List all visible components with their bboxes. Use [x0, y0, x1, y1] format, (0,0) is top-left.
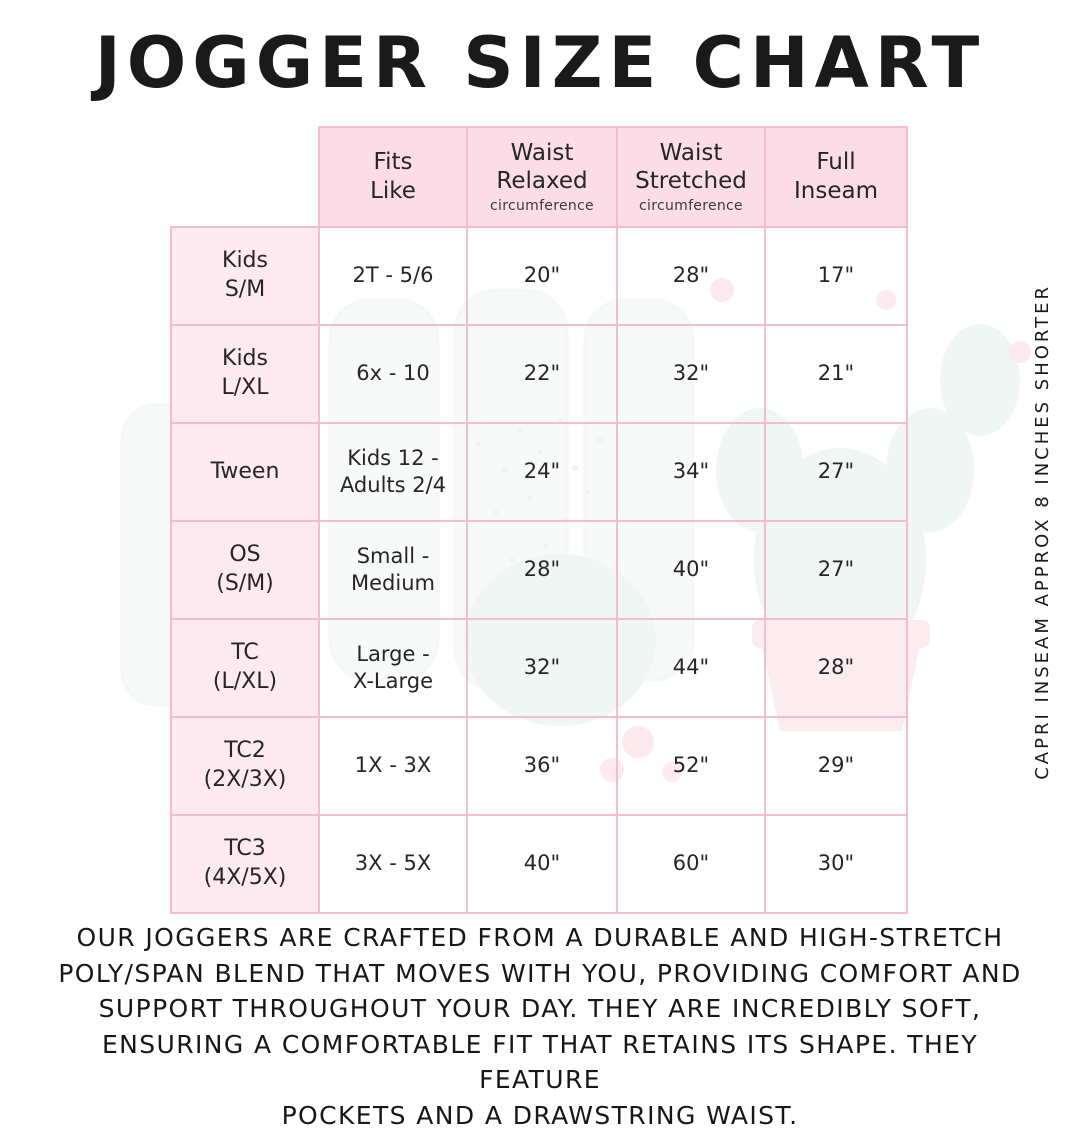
column-header-fits-like: [319, 127, 467, 227]
column-header-waist-stretched: [617, 127, 765, 227]
table-row: [171, 619, 907, 717]
cell-fits-like: [319, 619, 467, 717]
table-row: [171, 521, 907, 619]
size-line-2: S/M: [172, 276, 318, 305]
description-line: POLY/SPAN BLEND THAT MOVES WITH YOU, PROVIDING COMFORT AND: [40, 956, 1040, 992]
header-line-1: Waist: [511, 140, 574, 166]
size-line-1: Tween: [211, 459, 280, 484]
cell-fits-like: [319, 325, 467, 423]
cell-waist-relaxed: 28": [467, 521, 617, 619]
cell-fits-like: [319, 521, 467, 619]
capri-inseam-note: [1022, 252, 1062, 812]
table-row: [171, 815, 907, 913]
cell-fits-like: [319, 717, 467, 815]
table-body: [171, 227, 907, 913]
cell-fits-like: [319, 815, 467, 913]
description-line: ENSURING A COMFORTABLE FIT THAT RETAINS ITS SHAPE. THEY FEATURE: [40, 1027, 1040, 1098]
header-line-2: Inseam: [794, 178, 878, 204]
cell-full-inseam: 17": [765, 227, 907, 325]
cell-fits-like: [319, 423, 467, 521]
header-line-1: Full: [816, 149, 855, 175]
header-line-2: Stretched: [635, 168, 747, 194]
row-size-label: [171, 423, 319, 521]
cell-waist-relaxed: 20": [467, 227, 617, 325]
header-line-1: Waist: [660, 140, 723, 166]
size-line-2: (4X/5X): [172, 864, 318, 893]
row-size-label: [171, 717, 319, 815]
header-line-2: Like: [370, 178, 416, 204]
row-size-label: [171, 619, 319, 717]
cell-full-inseam: 21": [765, 325, 907, 423]
cell-full-inseam: 28": [765, 619, 907, 717]
cell-waist-relaxed: 22": [467, 325, 617, 423]
size-chart-table: [170, 126, 908, 914]
header-sub: circumference: [618, 198, 764, 216]
row-size-label: [171, 325, 319, 423]
size-line-1: TC: [231, 640, 259, 665]
cell-waist-stretched: 60": [617, 815, 765, 913]
cell-waist-relaxed: 36": [467, 717, 617, 815]
header-line-1: Fits: [374, 149, 413, 175]
fits-line-1: 3X - 5X: [355, 851, 431, 875]
row-size-label: [171, 521, 319, 619]
cell-full-inseam: 27": [765, 423, 907, 521]
cell-waist-stretched: 40": [617, 521, 765, 619]
header-line-2: Relaxed: [496, 168, 587, 194]
table-row: [171, 423, 907, 521]
cell-waist-stretched: 28": [617, 227, 765, 325]
size-line-1: TC2: [224, 738, 266, 763]
table-row: [171, 325, 907, 423]
size-line-2: L/XL: [172, 374, 318, 403]
size-line-2: (2X/3X): [172, 766, 318, 795]
product-description: [40, 920, 1040, 1133]
fits-line-1: 1X - 3X: [355, 753, 431, 777]
header-sub: circumference: [468, 198, 616, 216]
description-line: POCKETS AND A DRAWSTRING WAIST.: [40, 1098, 1040, 1133]
fits-line-2: X-Large: [320, 668, 466, 695]
table-row: [171, 717, 907, 815]
page-title: JOGGER SIZE CHART: [0, 22, 1080, 104]
capri-inseam-note-text: CAPRI INSEAM APPROX 8 INCHES SHORTER: [1032, 284, 1053, 780]
fits-line-2: Medium: [320, 570, 466, 597]
fits-line-2: Adults 2/4: [320, 472, 466, 499]
cell-full-inseam: 29": [765, 717, 907, 815]
cell-waist-stretched: 32": [617, 325, 765, 423]
column-header-waist-relaxed: [467, 127, 617, 227]
fits-line-1: Large -: [356, 642, 429, 666]
fits-line-1: 6x - 10: [356, 361, 429, 385]
cell-waist-stretched: 52": [617, 717, 765, 815]
description-line: SUPPORT THROUGHOUT YOUR DAY. THEY ARE INCREDIBLY SOFT,: [40, 991, 1040, 1027]
cell-waist-stretched: 44": [617, 619, 765, 717]
cell-waist-relaxed: 24": [467, 423, 617, 521]
row-size-label: [171, 227, 319, 325]
cell-fits-like: [319, 227, 467, 325]
table-header: [171, 127, 907, 227]
size-line-1: OS: [229, 542, 260, 567]
size-line-2: (L/XL): [172, 668, 318, 697]
fits-line-1: Small -: [357, 544, 430, 568]
cell-waist-stretched: 34": [617, 423, 765, 521]
size-chart-container: [170, 126, 908, 914]
cell-full-inseam: 30": [765, 815, 907, 913]
table-corner-cell: [171, 127, 319, 227]
row-size-label: [171, 815, 319, 913]
fits-line-1: 2T - 5/6: [353, 263, 434, 287]
cell-full-inseam: 27": [765, 521, 907, 619]
size-line-1: Kids: [222, 248, 268, 273]
size-line-1: Kids: [222, 346, 268, 371]
description-line: OUR JOGGERS ARE CRAFTED FROM A DURABLE AND HIGH-STRETCH: [40, 920, 1040, 956]
column-header-full-inseam: [765, 127, 907, 227]
size-line-1: TC3: [224, 836, 266, 861]
table-row: [171, 227, 907, 325]
cell-waist-relaxed: 40": [467, 815, 617, 913]
cell-waist-relaxed: 32": [467, 619, 617, 717]
fits-line-1: Kids 12 -: [347, 446, 439, 470]
size-line-2: (S/M): [172, 570, 318, 599]
